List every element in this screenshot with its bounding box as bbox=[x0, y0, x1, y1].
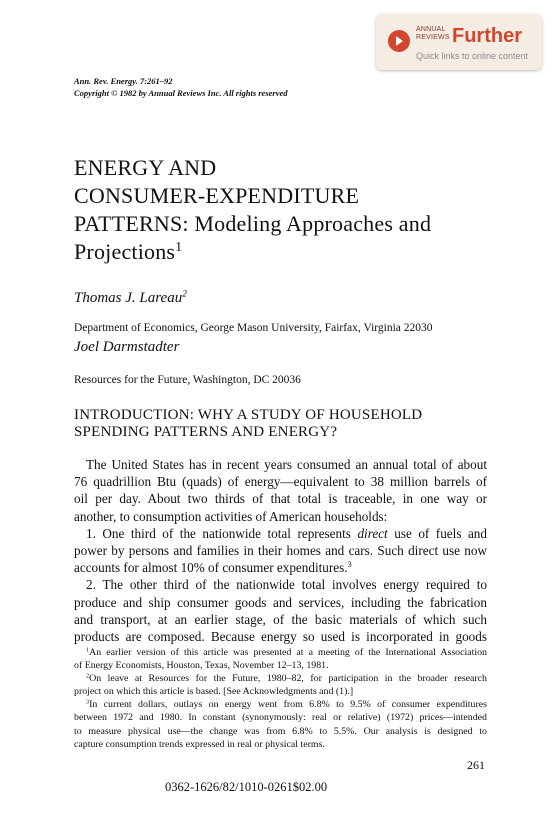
footnote-3-cont: to measure physical use—the change was from 6.8% to 5.5%. Our analysis is designed to bbox=[74, 725, 487, 737]
annual-reviews-logo-icon bbox=[387, 29, 411, 53]
title-footnote-marker[interactable]: 1 bbox=[175, 238, 183, 254]
copyright-line: Copyright © 1982 by Annual Reviews Inc. All rights reserved bbox=[74, 88, 288, 98]
article-title bbox=[74, 154, 431, 266]
author-1: Thomas J. Lareau$^2$ bbox=[74, 289, 187, 306]
body-line: 76 quadrillion Btu (quads) of energy—equivalent to 38 million barrels of bbox=[74, 474, 487, 490]
footnote-1-cont: of Energy Economists, Houston, Texas, November 12–13, 1981. bbox=[74, 660, 329, 672]
body-line: power by persons and families in their homes and cars. Such direct use now bbox=[74, 543, 487, 559]
title-line: CONSUMER-EXPENDITURE bbox=[74, 183, 360, 208]
body-line: another, to consumption activities of American households: bbox=[74, 508, 388, 524]
page-number: 261 bbox=[467, 758, 485, 772]
body-line: and transport, at an earlier stage, of the basic materials of which such bbox=[74, 611, 487, 627]
title-line: Projections$^1$ bbox=[74, 238, 183, 264]
further-badge[interactable] bbox=[376, 14, 542, 70]
title-line: PATTERNS: Modeling Approaches and bbox=[74, 211, 432, 236]
author-2: Joel Darmstadter bbox=[74, 339, 180, 355]
body-line: accounts for almost 10% of consumer expenditures.$^3$ bbox=[74, 560, 352, 576]
journal-citation: Ann. Rev. Energy. 7:261–92 bbox=[74, 76, 173, 86]
title-line: ENERGY AND bbox=[74, 155, 217, 180]
footnote-3: $^3$In current dollars, outlays on energy went from 6.8% to 9.5% of consumer expenditures bbox=[86, 699, 487, 711]
body-text bbox=[74, 456, 487, 645]
footnote-2-cont: project on which this article is based. [See Acknowledgments and (1).] bbox=[74, 686, 354, 698]
body-line: products are composed. Because energy so used is incorporated in goods bbox=[74, 629, 487, 645]
footnotes bbox=[74, 646, 487, 751]
footnote-2: $^2$On leave at Resources for the Future, 1980–82, for participation in the broader research bbox=[86, 673, 487, 685]
affiliation-2: Resources for the Future, Washington, DC 20036 bbox=[74, 374, 301, 386]
footnote-1: $^1$An earlier version of this article was presented at a meeting of the International Association bbox=[86, 647, 487, 658]
body-line: The United States has in recent years consumed an annual total of about bbox=[86, 457, 487, 472]
article-code: 0362-1626/82/1010-0261$02.00 bbox=[165, 780, 328, 794]
body-line: 1. One third of the nationwide total represents direct use of fuels and bbox=[86, 525, 487, 541]
footnote-3-cont: capture consumption trends expressed in real or physical terms. bbox=[74, 738, 325, 750]
quick-links-label: Quick links to online content bbox=[416, 51, 529, 61]
affiliation-1: Department of Economics, George Mason University, Fairfax, Virginia 22030 bbox=[74, 322, 433, 334]
body-line: produce and ship consumer goods and services, including the fabrication bbox=[74, 594, 487, 610]
section-heading: INTRODUCTION: WHY A STUDY OF HOUSEHOLD SPENDING PATTERNS AND ENERGY? bbox=[74, 407, 423, 440]
footnote-3-cont: between 1972 and 1980. In constant (synonymously: real or relative) (1972) prices—intended bbox=[74, 712, 487, 724]
annual-reviews-wordmark: ANNUAL REVIEWS bbox=[416, 26, 450, 41]
body-footnote-marker[interactable]: 3 bbox=[347, 560, 352, 570]
body-line: oil per day. About two thirds of that total is traceable, in one way or bbox=[74, 491, 487, 507]
author-footnote-marker[interactable]: 2 bbox=[182, 289, 187, 300]
further-label: Further bbox=[452, 25, 522, 47]
body-line: 2. The other third of the nationwide total involves energy required to bbox=[86, 577, 487, 593]
